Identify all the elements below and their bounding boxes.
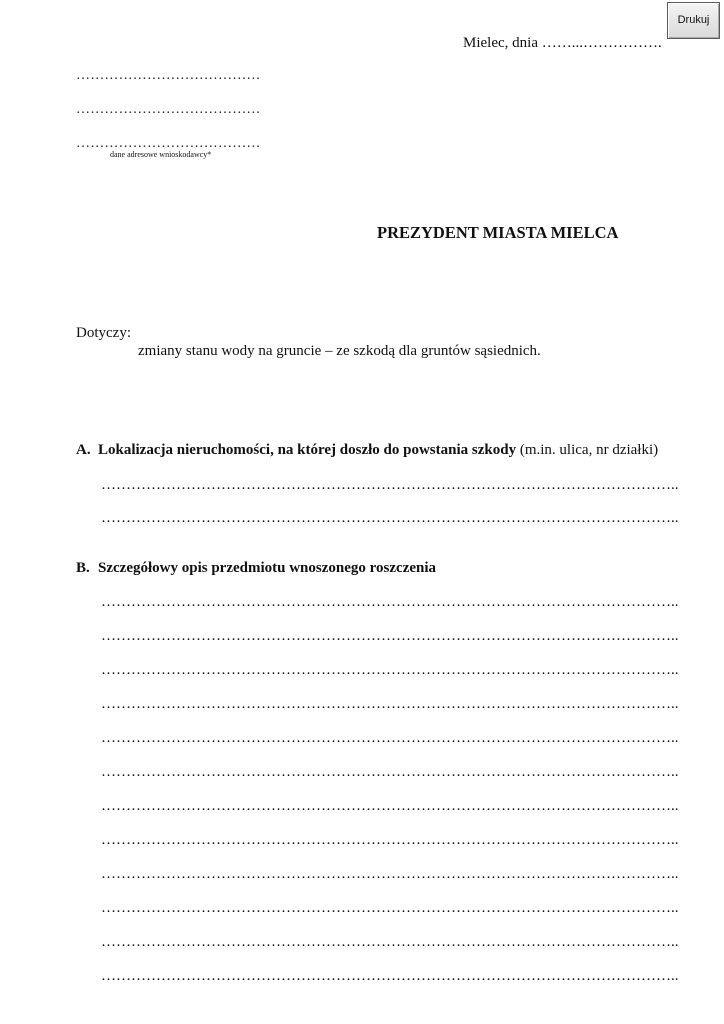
section-b-fill-line[interactable]: …………………………………………………………………………………………………….. xyxy=(101,730,679,746)
section-b-fill-line[interactable]: …………………………………………………………………………………………………….. xyxy=(101,866,679,882)
section-b-heading xyxy=(76,560,436,577)
section-a-heading xyxy=(76,442,658,459)
section-b-fill-line[interactable]: …………………………………………………………………………………………………….. xyxy=(101,662,679,678)
applicant-address-line-3[interactable]: ………………………………… xyxy=(76,136,261,151)
section-b-title: Szczegółowy opis przedmiotu wnoszonego roszczenia xyxy=(98,560,437,576)
section-b-fill-line[interactable]: …………………………………………………………………………………………………….. xyxy=(101,968,679,984)
addressee-heading: PREZYDENT MIASTA MIELCA xyxy=(377,223,619,242)
section-b-fill-line[interactable]: …………………………………………………………………………………………………….. xyxy=(101,900,679,916)
section-b-fill-line[interactable]: …………………………………………………………………………………………………….. xyxy=(101,764,679,780)
section-a-letter: A. xyxy=(76,442,91,458)
applicant-address-line-2[interactable]: ………………………………… xyxy=(76,102,261,117)
place-date-field[interactable]: Mielec, dnia ……...……………. xyxy=(463,35,662,51)
print-button[interactable]: Drukuj xyxy=(667,2,720,39)
section-a-title: Lokalizacja nieruchomości, na której doszło do powstania szkody xyxy=(98,442,517,458)
subject-text: zmiany stanu wody na gruncie – ze szkodą dla gruntów sąsiednich. xyxy=(138,343,541,359)
section-a-fill-line[interactable]: …………………………………………………………………………………………………….. xyxy=(101,510,679,526)
section-b-fill-line[interactable]: …………………………………………………………………………………………………….. xyxy=(101,696,679,712)
applicant-address-line-1[interactable]: ………………………………… xyxy=(76,68,261,83)
section-b-fill-line[interactable]: …………………………………………………………………………………………………….. xyxy=(101,628,679,644)
section-b-letter: B. xyxy=(76,560,90,576)
section-b-fill-line[interactable]: …………………………………………………………………………………………………….. xyxy=(101,934,679,950)
subject-label: Dotyczy: xyxy=(76,325,131,341)
section-b-fill-line[interactable]: …………………………………………………………………………………………………….. xyxy=(101,594,679,610)
section-b-fill-line[interactable]: …………………………………………………………………………………………………….. xyxy=(101,798,679,814)
section-a-fill-line[interactable]: …………………………………………………………………………………………………….. xyxy=(101,477,679,493)
address-caption: dane adresowe wnioskodawcy* xyxy=(110,150,212,159)
section-b-fill-line[interactable]: …………………………………………………………………………………………………….. xyxy=(101,832,679,848)
section-a-note: (m.in. ulica, nr działki) xyxy=(519,442,659,458)
